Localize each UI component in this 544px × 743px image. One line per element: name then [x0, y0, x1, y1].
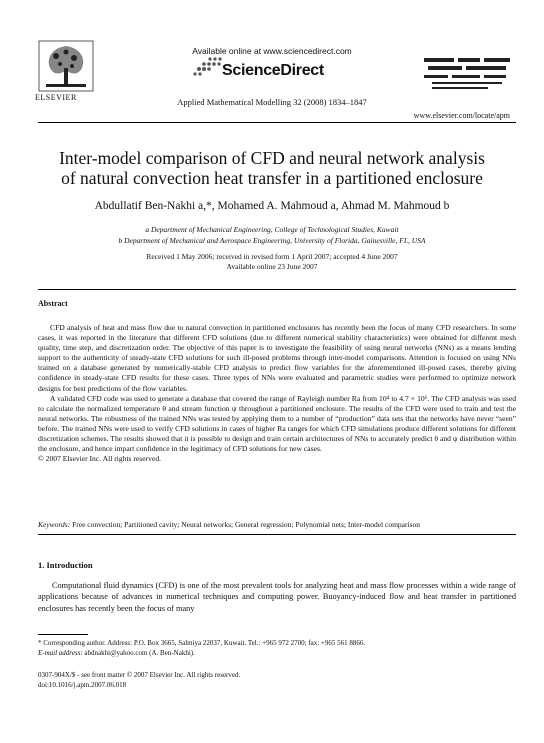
- sciencedirect-logo-text: ScienceDirect: [222, 62, 324, 79]
- corresponding-author-note: * Corresponding author. Address: P.O. Box 3665, Salmiya 22037, Kuwait. Tel.: +965 972 2700; fax: +965 561 8866.: [38, 639, 366, 647]
- affiliation-a: a Department of Mechanical Engineering, College of Technological Studies, Kuwait: [145, 225, 399, 234]
- journal-citation: Applied Mathematical Modelling 32 (2008) 1834–1847: [177, 97, 367, 107]
- journal-logo-image: [422, 55, 514, 93]
- abstract-copyright: © 2007 Elsevier Inc. All rights reserved.: [38, 454, 162, 464]
- front-matter-info: [38, 670, 240, 690]
- footnote: [38, 638, 516, 658]
- journal-url-link[interactable]: www.elsevier.com/locate/apm: [413, 111, 510, 120]
- abstract-top-divider: [38, 289, 516, 290]
- abstract-body: [38, 323, 516, 464]
- title-line-2: of natural convection heat transfer in a partitioned enclosure: [61, 168, 483, 188]
- doi-line: doi:10.1016/j.apm.2007.06.018: [38, 681, 127, 689]
- email-suffix: (A. Ben-Nakhi).: [149, 649, 195, 657]
- issn-line: 0307-904X/$ - see front matter © 2007 Elsevier Inc. All rights reserved.: [38, 671, 241, 679]
- header-divider: [38, 122, 516, 123]
- email-label: E-mail address:: [38, 649, 83, 657]
- abstract-paragraph-2: A validated CFD code was used to generate a database that covered the range of Rayleigh number Ra from 10⁴ to 4.7 × 10⁶. The CFD analysis was used to calculate the normalized temperature θ and stream function ψ throughout a partitioned enclosure. The results of the CFD were used to train and test the neural networks. The robustness of the trained NNs was tested by applying them to a number of “production” data sets that the networks have never “seen” before. The trained NNs were used to verify CFD solutions in cases of higher Ra ranges for which CFD simulations produce different solutions for different discretization schemes. The results showed that it is possible to design and train certain architectures of NNs to accurately predict θ and ψ distribution within the enclosure, and hence impart confidence in the legitimacy of CFD solutions for new cases.: [38, 393, 516, 454]
- introduction-paragraph: Computational fluid dynamics (CFD) is one of the most prevalent tools for analyzing heat and mass flow processes within a wide range of applications because of advances in numerical techniques and computing power. Buoyancy-induced flow and heat transfer in partitioned enclosures has recently been the focus of many: [38, 581, 516, 613]
- title-line-1: Inter-model comparison of CFD and neural network analysis: [59, 148, 485, 168]
- available-online-date: Available online 23 June 2007: [226, 262, 318, 271]
- author-list: Abdullatif Ben-Nakhi a,*, Mohamed A. Mahmoud a, Ahmad M. Mahmoud b: [94, 200, 450, 212]
- email-link[interactable]: abdnakhi@yahoo.com: [84, 649, 148, 657]
- affiliation-b: b Department of Mechanical and Aerospace Engineering, University of Florida, Gainesville, FL, USA: [118, 236, 426, 245]
- received-dates: Received 1 May 2006; received in revised form 1 April 2007; accepted 4 June 2007: [146, 252, 398, 261]
- footnote-divider: [38, 634, 88, 635]
- available-online-text: Available online at www.sciencedirect.com: [192, 46, 352, 56]
- sciencedirect-dots-icon: [190, 56, 226, 80]
- affiliations: [30, 224, 514, 246]
- abstract-paragraph-1: CFD analysis of heat and mass flow due to natural convection in partitioned enclosures has recently been the focus of many CFD researchers. In some cases, it was reported in the literature that different CFD solutions (due to different numerical stability characteristics) were obtained for different mesh quality, time step, and discretization order. The objective of this paper is to investigate the feasibility of using neural networks (NNs) as a means lending support to the authenticity of steady-state CFD solutions for such ill-posed problems through inter-model comparisons. Attention is focused on using NNs trained on a database generated by numerically-stable CFD analysis to predict flow variables for the aforementioned ill-posed cases, thereby giving confidence in steady-state CFD results for these cases. Three types of NNs were evaluated and parametric studies were performed to optimize network designs for best predictions of the flow variables.: [38, 323, 516, 393]
- keywords-list: Free convection; Partitioned cavity; Neural networks; General regression; Polynomial nets; Inter-model comparison: [72, 520, 420, 529]
- elsevier-wordmark: ELSEVIER: [35, 93, 77, 102]
- email-line: [38, 648, 516, 658]
- elsevier-tree-logo: [38, 40, 94, 92]
- keywords: [38, 520, 516, 529]
- keywords-label: Keywords:: [38, 520, 71, 529]
- abstract-bottom-divider: [38, 534, 516, 535]
- article-title: [30, 148, 514, 188]
- section-heading-introduction: 1. Introduction: [38, 560, 93, 570]
- article-dates: [30, 252, 514, 272]
- abstract-heading: Abstract: [38, 299, 68, 308]
